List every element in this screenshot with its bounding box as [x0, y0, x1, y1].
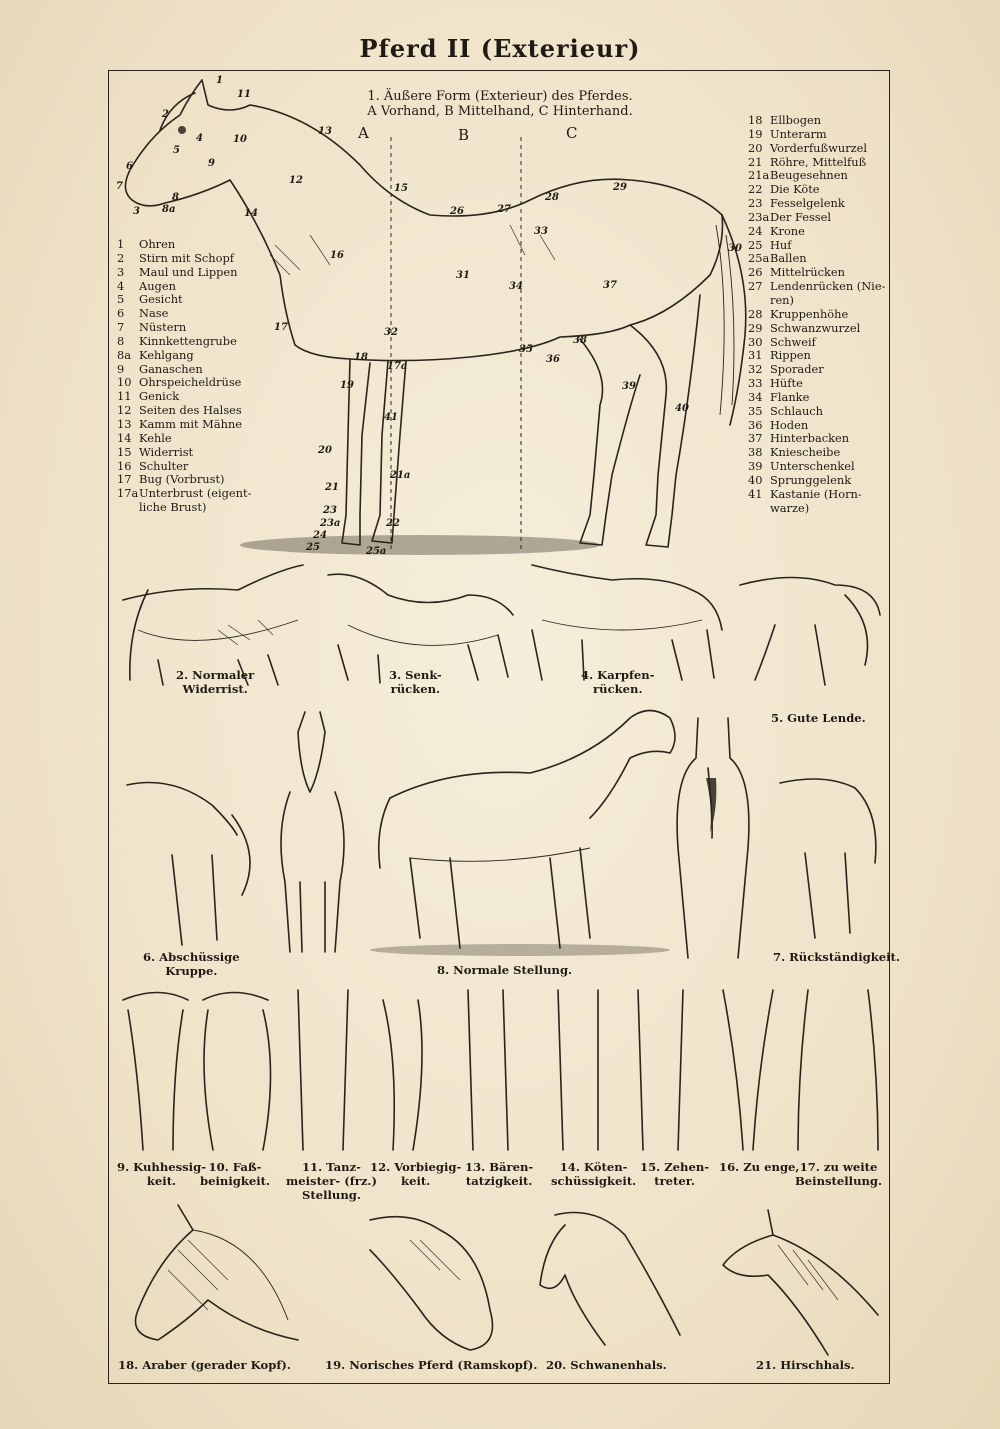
section-label-a: A	[358, 124, 369, 142]
figure-too-wide	[798, 990, 878, 1150]
figure-dancing-master	[298, 990, 348, 1150]
legend-number: 23a	[748, 209, 770, 224]
anatomy-marker: 17a	[387, 361, 408, 372]
anatomy-marker: 10	[233, 134, 247, 145]
legend-label: Widerrist	[139, 444, 194, 459]
legend-number: 35	[748, 403, 763, 418]
legend-label: warze)	[770, 500, 810, 515]
legend-entry	[748, 252, 885, 266]
legend-label: Hüfte	[770, 376, 803, 391]
legend-number: 29	[748, 320, 763, 335]
caption-swan-neck: 20. Schwanenhals.	[546, 1358, 667, 1372]
legend-entry	[748, 211, 885, 225]
legend-number: 7	[117, 320, 125, 335]
legend-entry	[748, 239, 885, 253]
section-label-c: C	[566, 124, 578, 142]
legend-number: 21	[748, 154, 763, 169]
figure-knee-sprung	[383, 1000, 422, 1150]
anatomy-marker: 15	[394, 183, 408, 194]
legend-number: 11	[117, 389, 132, 404]
legend-number: 26	[748, 265, 763, 280]
legend-label: Genick	[139, 389, 180, 404]
legend-number: 1	[117, 237, 125, 251]
legend-number: 15	[117, 444, 132, 459]
legend-label: Bug (Vorbrust)	[139, 472, 225, 487]
anatomy-marker: 3	[133, 206, 140, 217]
legend-entry	[748, 349, 885, 363]
anatomy-marker: 8a	[162, 204, 176, 215]
plate-title: Pferd II (Exterieur)	[359, 34, 641, 63]
anatomy-marker: 14	[244, 208, 258, 219]
caption-barrel-legged: 10. Faß- beinigkeit.	[200, 1160, 271, 1188]
anatomy-marker: 1	[216, 75, 223, 86]
anatomy-marker: 24	[313, 530, 327, 541]
legend-label: Hoden	[770, 417, 809, 432]
caption-sloping-croup: 6. Abschüssige Kruppe.	[143, 950, 240, 978]
main-figure-subcaption: A Vorhand, B Mittelhand, C Hinterhand.	[367, 104, 633, 119]
anatomy-marker: 9	[208, 158, 215, 169]
anatomy-marker: 23	[323, 505, 337, 516]
caption-bear-paw: 13. Bären- tatzigkeit.	[465, 1160, 534, 1188]
legend-label: Schweif	[770, 334, 816, 349]
anatomy-marker: 2	[162, 109, 169, 120]
anatomy-marker: 18	[354, 352, 368, 363]
caption-toe-walker: 15. Zehen- treter.	[640, 1160, 710, 1188]
anatomy-marker: 17	[274, 322, 288, 333]
legend-label: Schulter	[139, 458, 189, 473]
anatomy-marker: 21a	[390, 470, 411, 481]
legend-number: 23	[748, 196, 763, 211]
legend-number: 8	[117, 333, 125, 348]
legend-label: Ganaschen	[139, 361, 203, 376]
anatomy-marker: 40	[675, 403, 689, 414]
legend-label: Vorderfußwurzel	[770, 140, 868, 155]
anatomy-marker: 8	[172, 192, 179, 203]
caption-noric-head: 19. Norisches Pferd (Ramskopf).	[325, 1358, 538, 1372]
legend-entry	[748, 460, 885, 474]
legend-number: 17	[117, 472, 132, 487]
caption-too-wide: 17. zu weite Beinstellung.	[795, 1160, 883, 1188]
legend-entry	[748, 266, 885, 280]
legend-label: liche Brust)	[139, 500, 207, 515]
legend-label: Seiten des Halses	[139, 403, 242, 418]
figure-camped-under	[775, 773, 885, 943]
legend-number: 12	[117, 403, 132, 418]
anatomy-marker: 20	[318, 445, 332, 456]
caption-roach-back: 4. Karpfen- rücken.	[581, 668, 655, 696]
legend-label: Der Fessel	[770, 209, 832, 224]
legend-number: 30	[748, 334, 763, 349]
figure-normal-stance	[370, 698, 690, 958]
anatomy-marker: 11	[237, 89, 251, 100]
legend-number: 22	[748, 182, 763, 197]
legend-label: Huf	[770, 237, 792, 252]
legend-number: 17a	[117, 486, 139, 501]
legend-entry	[748, 336, 885, 350]
legend-entry	[748, 391, 885, 405]
caption-dancing-master: 11. Tanz- meister- (frz.) Stellung.	[286, 1160, 377, 1202]
anatomy-marker: 36	[546, 354, 560, 365]
figure-sloping-croup	[122, 775, 262, 950]
figure-rear-view	[668, 718, 758, 963]
anatomy-marker: 41	[384, 412, 398, 423]
legend-number: 39	[748, 459, 763, 474]
legend-entry	[748, 488, 885, 502]
legend-number: 36	[748, 417, 763, 432]
legend-number: 24	[748, 223, 763, 238]
legend-entry	[748, 322, 885, 336]
anatomy-marker: 22	[386, 518, 400, 529]
figure-cow-hocked	[123, 993, 188, 1151]
anatomy-marker: 23a	[320, 518, 341, 529]
legend-label: Unterbrust (eigent-	[139, 486, 252, 501]
legend-number: 25a	[748, 251, 770, 266]
legend-label: Kniescheibe	[770, 445, 841, 460]
legend-number: 27	[748, 279, 763, 294]
figure-sway-back	[318, 565, 518, 685]
caption-too-narrow: 16. Zu enge,	[719, 1160, 800, 1174]
legend-number: 28	[748, 306, 763, 321]
legend-entry	[748, 294, 885, 308]
anatomy-marker: 21	[325, 482, 339, 493]
anatomy-marker: 6	[126, 161, 133, 172]
legend-entry	[748, 142, 885, 156]
legend-number: 18	[748, 113, 763, 127]
legend-entry	[748, 377, 885, 391]
legend-label: Nüstern	[139, 320, 187, 335]
legend-label: Sprunggelenk	[770, 472, 852, 487]
legend-entry	[748, 432, 885, 446]
legend-label: Die Köte	[770, 182, 820, 197]
legend-label: Kruppenhöhe	[770, 306, 849, 321]
legend-entry	[748, 502, 885, 516]
legend-entry	[748, 308, 885, 322]
legend-label: Kastanie (Horn-	[770, 486, 862, 501]
figure-bear-paw	[468, 990, 508, 1150]
legend-label: Ballen	[770, 251, 807, 266]
legend-label: Unterschenkel	[770, 459, 855, 474]
legend-number: 21a	[748, 168, 770, 183]
legend-number: 4	[117, 278, 125, 293]
legend-label: Unterarm	[770, 126, 827, 141]
legend-number: 33	[748, 376, 763, 391]
legend-entry	[748, 183, 885, 197]
figure-roach-back	[522, 560, 727, 685]
anatomy-marker: 19	[340, 380, 354, 391]
legend-number: 9	[117, 361, 125, 376]
legend-entry	[748, 363, 885, 377]
anatomy-marker: 7	[116, 181, 123, 192]
legend-label: ren)	[770, 292, 794, 307]
anatomy-marker: 29	[613, 182, 627, 193]
main-horse-diagram	[110, 75, 750, 565]
legend-entry	[748, 474, 885, 488]
anatomy-marker: 5	[173, 145, 180, 156]
legend-label: Kehlgang	[139, 347, 194, 362]
legend-label: Ellbogen	[770, 113, 822, 127]
anatomy-marker: 30	[728, 243, 742, 254]
legend-label: Kinnkettengrube	[139, 333, 237, 348]
legend-label: Flanke	[770, 389, 810, 404]
caption-cow-hocked: 9. Kuhhessig- keit.	[117, 1160, 207, 1188]
legend-label: Nase	[139, 306, 169, 321]
legend-label: Ohrspeicheldrüse	[139, 375, 242, 390]
anatomy-marker: 4	[196, 133, 203, 144]
figure-leg-stance-row	[118, 980, 888, 1155]
legend-entry	[748, 169, 885, 183]
legend-entry	[748, 405, 885, 419]
legend-number: 25	[748, 237, 763, 252]
legend-entry	[748, 197, 885, 211]
legend-label: Rippen	[770, 348, 811, 363]
legend-label: Krone	[770, 223, 805, 238]
legend-entry	[748, 225, 885, 239]
section-label-b: B	[458, 126, 470, 144]
figure-swan-neck	[535, 1205, 685, 1355]
figure-noric-head	[350, 1210, 510, 1355]
legend-number: 2	[117, 250, 125, 265]
anatomy-marker: 35	[519, 344, 533, 355]
legend-label: Kamm mit Mähne	[139, 416, 243, 431]
anatomy-marker: 25	[306, 542, 320, 553]
legend-label: Ohren	[139, 237, 176, 251]
figure-normal-withers	[118, 560, 318, 685]
legend-right	[748, 114, 885, 515]
legend-label: Fesselgelenk	[770, 196, 845, 211]
anatomy-marker: 31	[456, 270, 470, 281]
legend-label: Augen	[139, 278, 176, 293]
legend-label: Beugesehnen	[770, 168, 848, 183]
legend-label: Schlauch	[770, 403, 824, 418]
caption-knee-sprung: 12. Vorbiegig- keit.	[370, 1160, 462, 1188]
legend-entry	[748, 156, 885, 170]
anatomy-marker: 16	[330, 250, 344, 261]
caption-normal-withers: 2. Normaler Widerrist.	[176, 668, 255, 696]
legend-label: Schwanzwurzel	[770, 320, 861, 335]
legend-number: 8a	[117, 347, 132, 362]
anatomy-marker: 27	[497, 204, 511, 215]
legend-label: Stirn mit Schopf	[139, 250, 234, 265]
legend-label: Hinterbacken	[770, 431, 850, 446]
legend-label: Röhre, Mittelfuß	[770, 154, 867, 169]
anatomy-marker: 26	[450, 206, 464, 217]
anatomy-marker: 32	[384, 327, 398, 338]
legend-number: 5	[117, 292, 125, 307]
anatomy-marker: 39	[622, 381, 636, 392]
anatomy-marker: 37	[603, 280, 617, 291]
legend-number: 14	[117, 430, 132, 445]
legend-label: Lendenrücken (Nie-	[770, 279, 886, 294]
figure-toe-walker	[638, 990, 683, 1150]
legend-number: 31	[748, 348, 763, 363]
main-figure-caption: 1. Äußere Form (Exterieur) des Pferdes.	[367, 89, 633, 104]
anatomy-marker: 38	[573, 335, 587, 346]
legend-entry	[748, 114, 885, 128]
legend-number: 37	[748, 431, 763, 446]
legend-label: Kehle	[139, 430, 172, 445]
legend-label: Sporader	[770, 362, 824, 377]
legend-number: 38	[748, 445, 763, 460]
caption-arab-head: 18. Araber (gerader Kopf).	[118, 1358, 291, 1372]
legend-number: 41	[748, 486, 763, 501]
legend-number: 16	[117, 458, 132, 473]
legend-number: 3	[117, 264, 125, 279]
figure-arab-head	[118, 1200, 298, 1355]
figure-front-view	[270, 712, 355, 962]
figure-barrel-legged	[203, 993, 271, 1151]
legend-number: 10	[117, 375, 132, 390]
legend-number: 34	[748, 389, 763, 404]
legend-number: 32	[748, 362, 763, 377]
legend-entry	[748, 128, 885, 142]
caption-fetlock-shot: 14. Köten- schüssigkeit.	[551, 1160, 637, 1188]
legend-number: 19	[748, 126, 763, 141]
anatomy-marker: 25a	[366, 546, 387, 557]
legend-entry	[748, 446, 885, 460]
legend-entry	[748, 419, 885, 433]
legend-number: 20	[748, 140, 763, 155]
caption-stag-neck: 21. Hirschhals.	[756, 1358, 855, 1372]
caption-sway-back: 3. Senk- rücken.	[389, 668, 442, 696]
anatomy-marker: 12	[289, 175, 303, 186]
figure-too-narrow	[723, 990, 773, 1150]
legend-entry	[748, 280, 885, 294]
figure-good-loin	[735, 565, 885, 690]
caption-camped-under: 7. Rückständigkeit.	[773, 950, 900, 964]
caption-normal-stance: 8. Normale Stellung.	[437, 963, 573, 977]
anatomy-marker: 13	[318, 126, 332, 137]
legend-number: 13	[117, 416, 132, 431]
figure-fetlock-shot	[558, 990, 598, 1150]
legend-number: 40	[748, 472, 763, 487]
legend-label: Maul und Lippen	[139, 264, 238, 279]
anatomy-marker: 28	[545, 192, 559, 203]
legend-label: Gesicht	[139, 292, 183, 307]
anatomy-marker: 34	[509, 281, 523, 292]
anatomy-marker: 33	[534, 226, 548, 237]
caption-good-loin: 5. Gute Lende.	[771, 711, 866, 725]
legend-label: Mittelrücken	[770, 265, 845, 280]
figure-stag-neck	[718, 1205, 883, 1355]
legend-number: 6	[117, 306, 125, 321]
